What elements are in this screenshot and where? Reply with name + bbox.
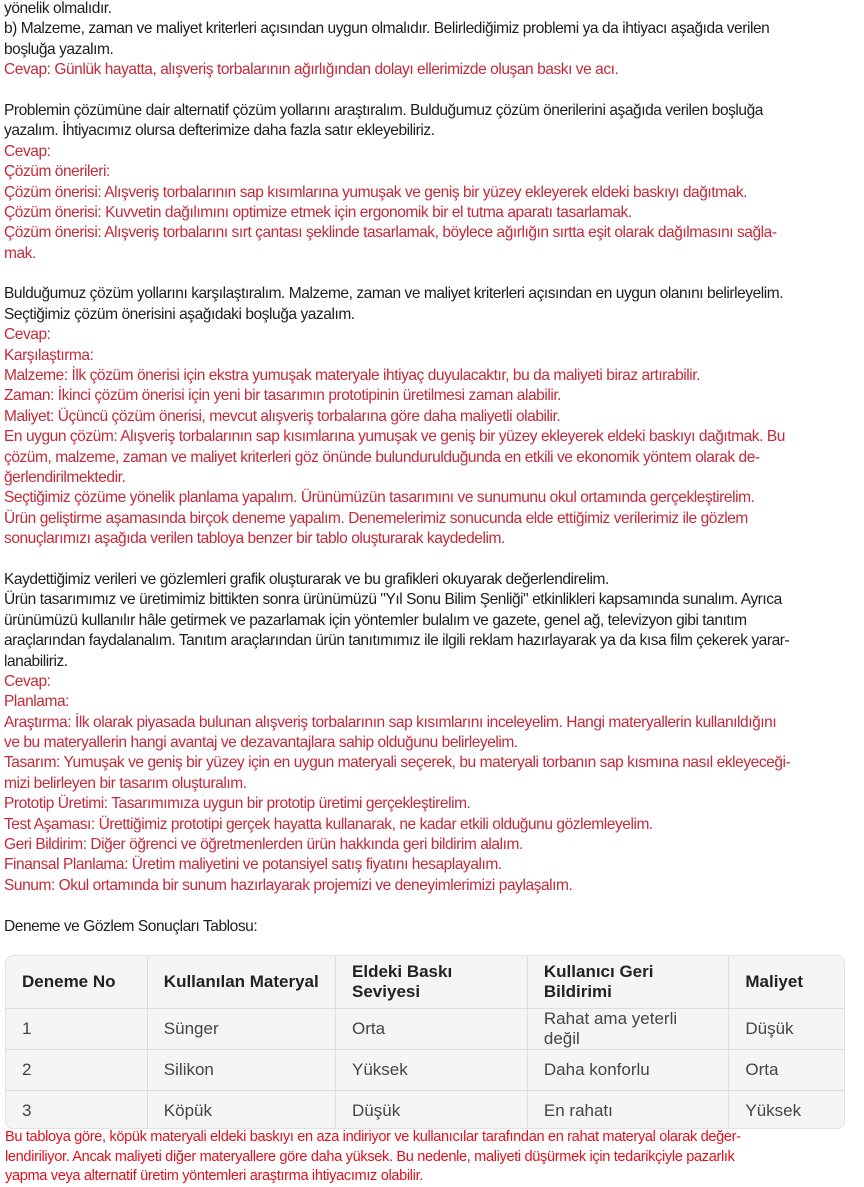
text-line: Seçtiğimiz çözüm önerisini aşağıdaki boşluğa yazalım. (4, 305, 355, 323)
answer-line: Cevap: (4, 142, 51, 160)
answer-line: Cevap: (4, 326, 51, 344)
blank-line (4, 896, 860, 916)
conclusion-line: lendiriliyor. Ancak maliyeti diğer materyallere göre daha yüksek. Bu nedenle, maliyeti düşürmek için tedarikçiyle pazarlık (5, 1148, 735, 1165)
text-line: Ürün tasarımımız ve üretimimiz bittikten sonra ürünümüzü "Yıl Sonu Bilim Şenliği" etkinlikleri kapsamında sunalım. Ayrıca (4, 591, 782, 609)
table-cell: Köpük (147, 1091, 335, 1130)
answer-line: Seçtiğimiz çözüme yönelik planlama yapalım. Ürünümüzün tasarımını ve sunumunu okul ortamında gerçekleştirelim. (4, 489, 755, 507)
column-header: Maliyet (729, 956, 844, 1009)
table-row (6, 1091, 844, 1130)
answer-line: mizi belirleyen bir tasarım oluşturalım. (4, 774, 247, 792)
blank-line (4, 81, 860, 101)
table-cell: Orta (336, 1009, 528, 1050)
answer-line: Karşılaştırma: (4, 346, 94, 364)
answer-line: Geri Bildirim: Diğer öğrenci ve öğretmenlerden ürün hakkında geri bildirim alalım. (4, 836, 523, 854)
table-cell: Yüksek (745, 1101, 802, 1120)
answer-line: Malzeme: İlk çözüm önerisi için ekstra yumuşak materyale ihtiyaç duyulacaktır, bu da maliyeti biraz artırabilir. (4, 367, 700, 385)
conclusion-line: yapma veya alternatif üretim yöntemleri araştırma ihtiyacımız olabilir. (5, 1168, 423, 1184)
table-cell: 3 (6, 1091, 147, 1130)
answer-line: Cevap: Günlük hayatta, alışveriş torbalarının ağırlığından dolayı ellerimizde oluşan baskı ve acı. (4, 61, 619, 79)
text-line: Kaydettiğimiz verileri ve gözlemleri grafik oluşturarak ve bu grafikleri okuyarak değerlendirelim. (4, 570, 609, 588)
text-line: Bulduğumuz çözüm yollarını karşılaştıralım. Malzeme, zaman ve maliyet kriterleri açısından en uygun olanını belirleyelim. (4, 285, 784, 303)
blank-line (4, 264, 860, 284)
answer-line: Ürün geliştirme aşamasında birçok deneme yapalım. Denemelerimiz sonucunda elde ettiğimiz verilerimiz ile gözlem (4, 509, 748, 527)
answer-line: ve bu materyallerin hangi avantaj ve dezavantajlara sahip olduğunu belirleyelim. (4, 734, 518, 752)
conclusion-paragraph (5, 1128, 855, 1187)
answer-line: çözüm, malzeme, zaman ve maliyet kriterleri göz önünde bulundurulduğunda en etkili ve ekonomik yöntem olarak de- (4, 448, 760, 466)
table-cell: 1 (6, 1009, 147, 1050)
answer-line: Araştırma: İlk olarak piyasada bulunan alışveriş torbalarının sap kısımlarını inceleyelim. Hangi materyallerin kullanıldığını (4, 713, 777, 731)
text-line: yazalım. İhtiyacımız olursa defterimize daha fazla satır ekleyebiliriz. (4, 122, 435, 140)
answer-line: Planlama: (4, 693, 69, 711)
conclusion-line: Bu tabloya göre, köpük materyali eldeki baskıyı en aza indiriyor ve kullanıcılar tarafından en rahat materyal olarak değer- (5, 1129, 741, 1145)
answer-line: sonuçlarımızı aşağıda verilen tabloya benzer bir tablo oluşturarak kaydedelim. (4, 530, 505, 548)
text-line: boşluğa yazalım. (4, 40, 114, 58)
answer-line: Çözüm önerisi: Kuvvetin dağılımını optimize etmek için ergonomik bir el tutma aparatı tasarlamak. (4, 203, 632, 221)
table-cell: Düşük (336, 1091, 528, 1130)
results-table (6, 956, 844, 1129)
column-header: Kullanılan Materyal (147, 956, 335, 1009)
answer-line: Sunum: Okul ortamında bir sunum hazırlayarak projemizi ve deneyimlerimizi paylaşalım. (4, 876, 573, 894)
text-line: araçlarından faydalanalım. Tanıtım araçlarından ürün tanıtımımız ile ilgili reklam hazırlayarak ya da kısa film çekerek yarar- (4, 632, 790, 650)
table-row (6, 1009, 844, 1050)
table-body (6, 1009, 844, 1130)
answer-line: Prototip Üretimi: Tasarımımıza uygun bir prototip üretimi gerçekleştirelim. (4, 795, 471, 813)
text-line: Deneme ve Gözlem Sonuçları Tablosu: (4, 917, 258, 935)
table-header-row (6, 956, 844, 1009)
table-cell: Sünger (147, 1009, 335, 1050)
results-table-container (5, 955, 845, 1129)
table-row (6, 1050, 844, 1091)
table-cell: Daha konforlu (527, 1050, 728, 1091)
text-line: yönelik olmalıdır. (4, 0, 112, 17)
column-header: Eldeki Baskı Seviyesi (336, 956, 528, 1009)
table-cell: 2 (6, 1050, 147, 1091)
answer-line: mak. (4, 244, 36, 262)
answer-line: Çözüm önerisi: Alışveriş torbalarının sap kısımlarına yumuşak ve geniş bir yüzey ekleyerek eldeki baskıyı dağıtmak. (4, 183, 748, 201)
table-cell: Düşük (729, 1009, 844, 1050)
answer-line: Çözüm önerileri: (4, 163, 110, 181)
answer-line: ğerlendirilmektedir. (4, 468, 126, 486)
answer-line: Tasarım: Yumuşak ve geniş bir yüzey için en uygun materyali seçerek, bu materyali torbanın sap kısmına nasıl ekleyeceği- (4, 754, 791, 772)
table-cell: Orta (729, 1050, 844, 1091)
text-line: Problemin çözümüne dair alternatif çözüm yollarını araştıralım. Bulduğumuz çözüm önerilerini aşağıda verilen boşluğa (4, 101, 764, 119)
text-line: lanabiliriz. (4, 652, 68, 670)
table-cell: Yüksek (336, 1050, 528, 1091)
answer-line: En uygun çözüm: Alışveriş torbalarının sap kısımlarına yumuşak ve geniş bir yüzey ekleyerek eldeki baskıyı dağıtmak. Bu (4, 428, 785, 446)
worksheet-text (4, 0, 864, 937)
table-cell: Rahat ama yeterli değil (527, 1009, 728, 1050)
answer-line: Zaman: İkinci çözüm önerisi için yeni bir tasarımın prototipinin üretilmesi zaman alabilir. (4, 387, 562, 405)
text-line: b) Malzeme, zaman ve maliyet kriterleri açısından uygun olmalıdır. Belirlediğimiz problemi ya da ihtiyacı aşağıda verilen (4, 20, 770, 38)
answer-line: Cevap: (4, 672, 51, 690)
column-header: Kullanıcı Geri Bildirimi (527, 956, 728, 1009)
blank-line (4, 550, 860, 570)
table-cell: Silikon (147, 1050, 335, 1091)
column-header: Deneme No (6, 956, 147, 1009)
text-line: ürünümüzü kullanılır hâle getirmek ve pazarlamak için yöntemler bulalım ve gazete, genel ağ, televizyon gibi tanıtım (4, 611, 747, 629)
answer-line: Çözüm önerisi: Alışveriş torbalarını sırt çantası şeklinde tasarlamak, böylece ağırlığın sırtta eşit olarak dağılmasını sağla- (4, 224, 777, 242)
answer-line: Test Aşaması: Ürettiğimiz prototipi gerçek hayatta kullanarak, ne kadar etkili olduğunu gözlemleyelim. (4, 815, 653, 833)
table-cell: En rahatı (527, 1091, 728, 1130)
answer-line: Maliyet: Üçüncü çözüm önerisi, mevcut alışveriş torbalarına göre daha maliyetli olabilir. (4, 407, 561, 425)
answer-line: Finansal Planlama: Üretim maliyetini ve potansiyel satış fiyatını hesaplayalım. (4, 856, 502, 874)
